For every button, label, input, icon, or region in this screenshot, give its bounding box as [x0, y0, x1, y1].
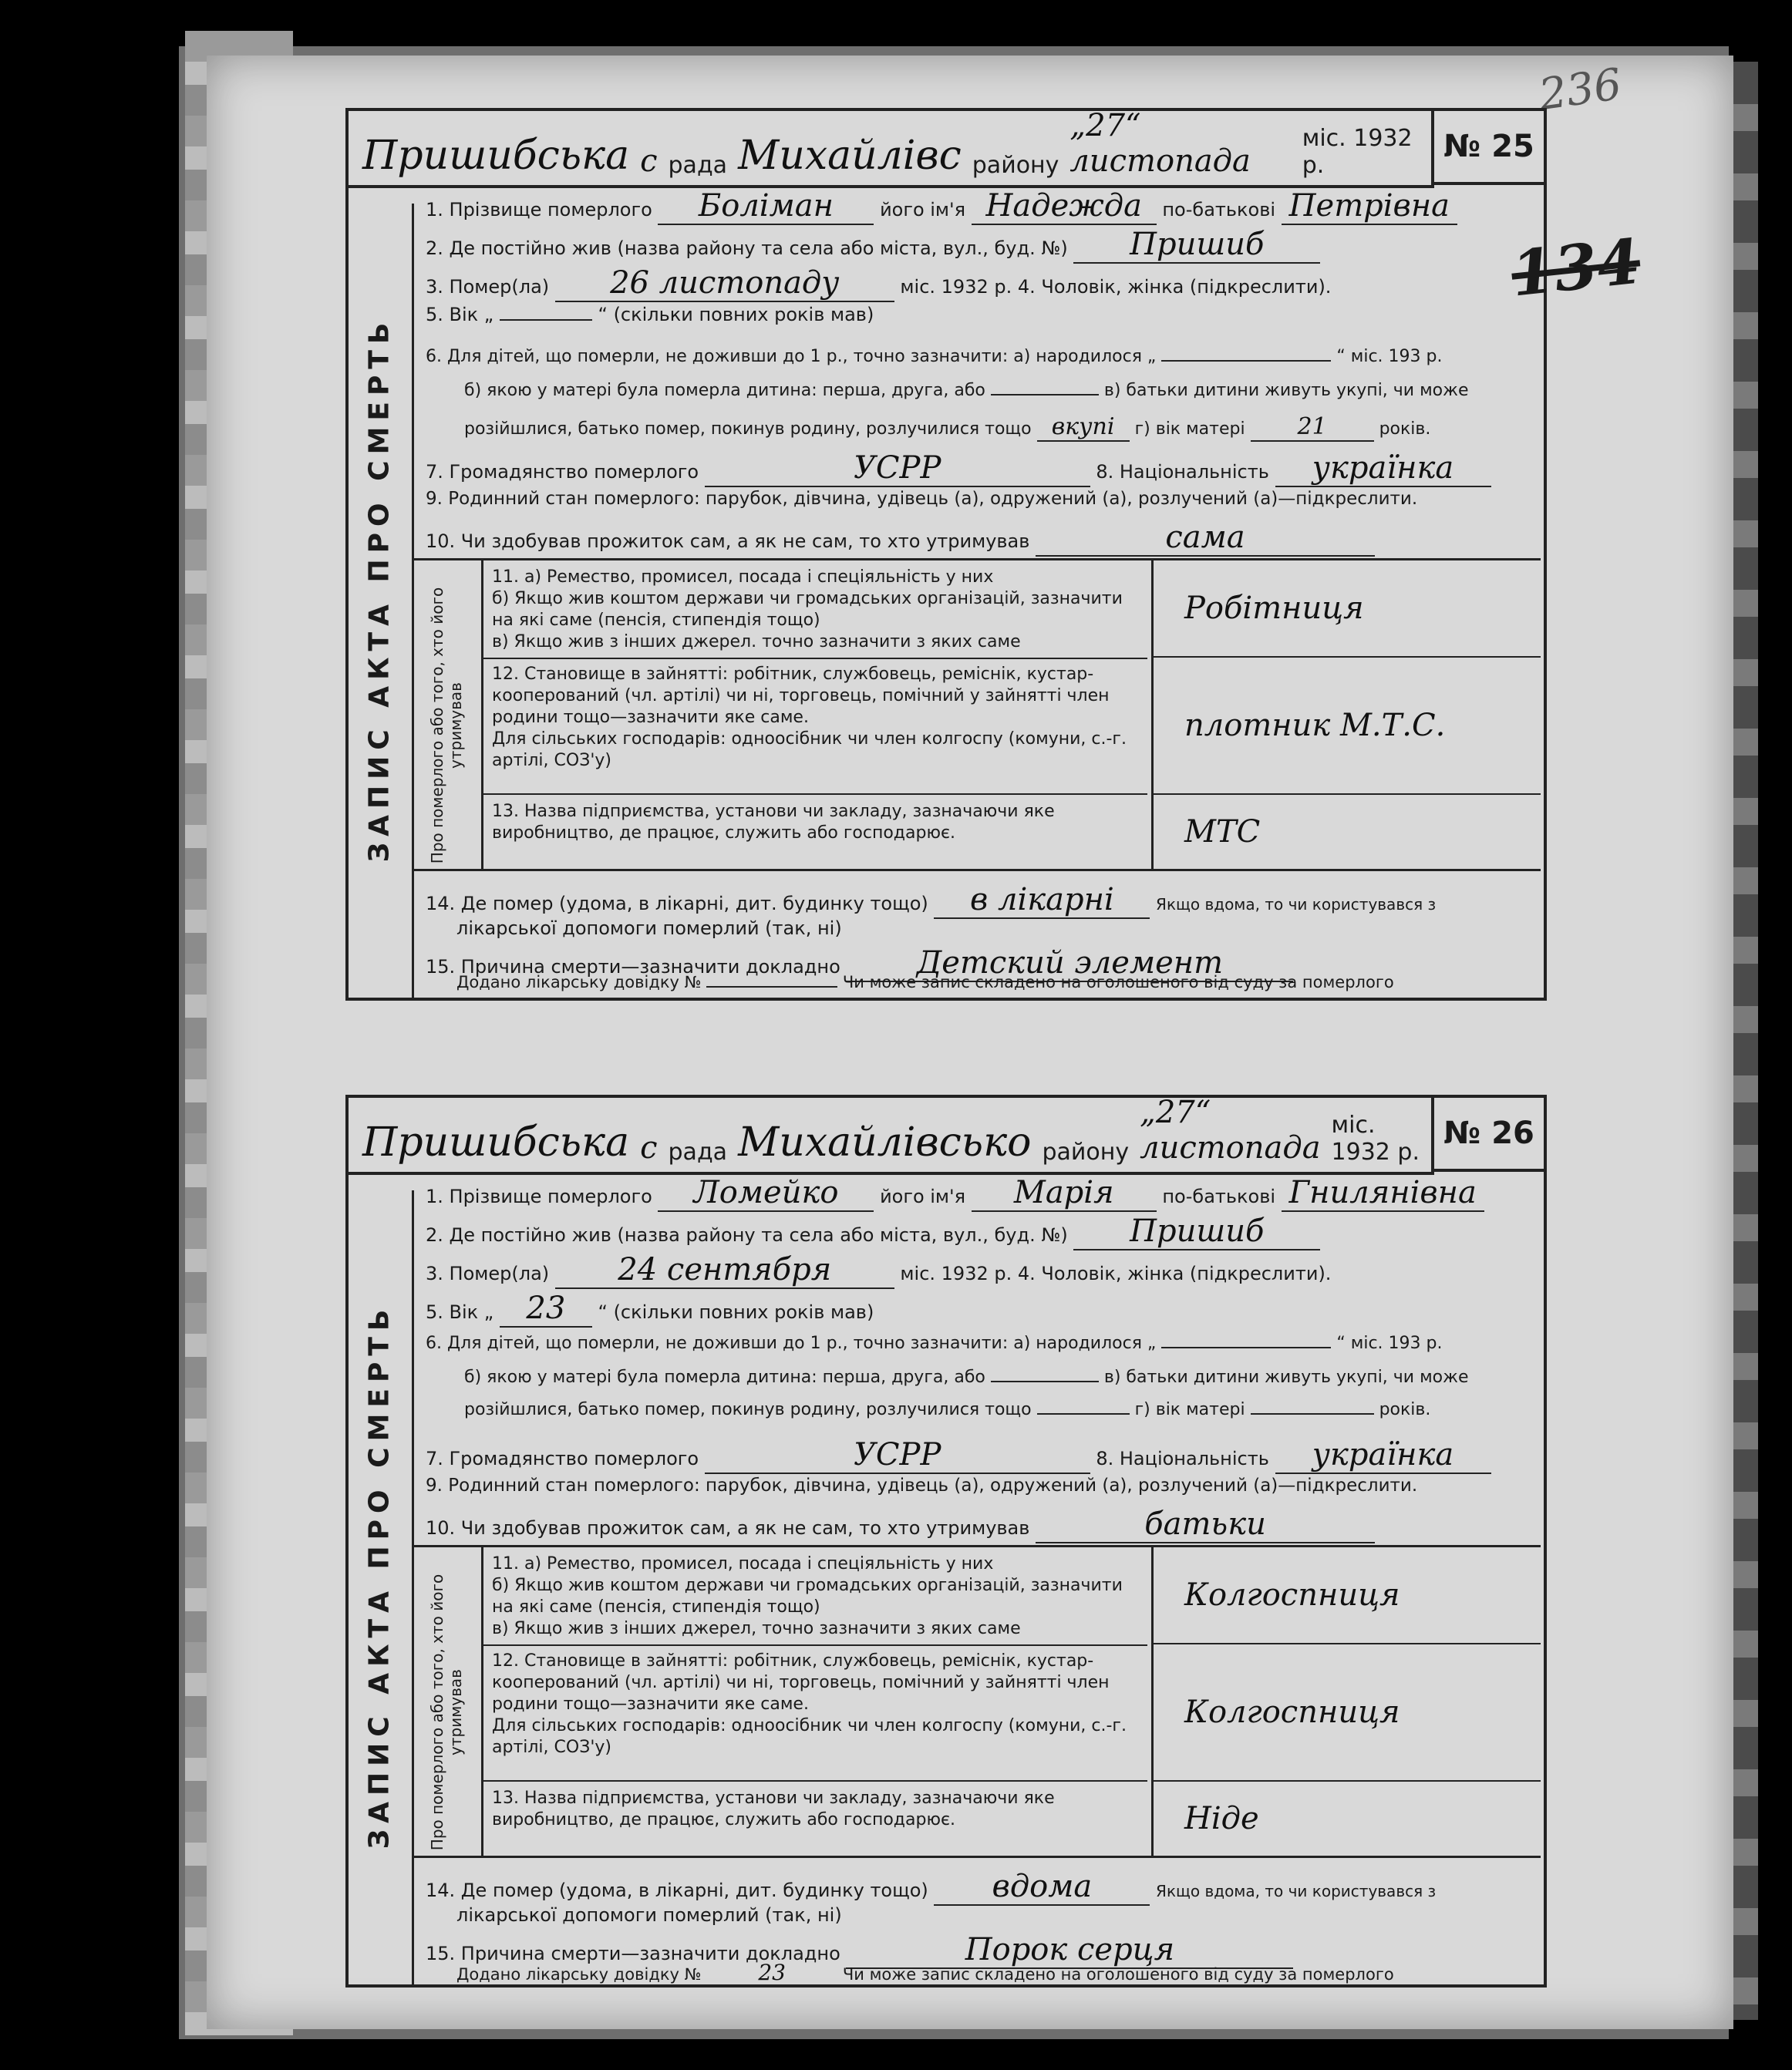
- year-label: міс. 1932 р.: [1331, 1112, 1420, 1166]
- court-label: Чи може запис складено на оголошеного від суду за померлого: [842, 1965, 1394, 1984]
- archive-page-number: 236: [1535, 59, 1625, 121]
- death-date-value: 26 листопаду: [555, 265, 894, 302]
- nationality-value: українка: [1275, 1437, 1491, 1474]
- row-certificate: [456, 973, 1521, 991]
- court-label: Чи може запис складено на оголошеного від суду за померлого: [842, 973, 1394, 991]
- row-certificate: [456, 1960, 1521, 1987]
- children-a-end: “ міс. 193 р.: [1336, 347, 1443, 366]
- residence-label: 2. Де постійно жив (назва району та села або міста, вул., буд. №): [426, 1224, 1068, 1246]
- rada-value: Пришибська: [362, 1119, 630, 1166]
- age-suffix: “ (скільки повних років мав): [598, 1301, 874, 1323]
- children-order-blank: [991, 394, 1099, 395]
- place-value: вдома: [934, 1869, 1150, 1906]
- residence-value: Пришиб: [1073, 1213, 1320, 1250]
- row-children-b: [464, 381, 1521, 400]
- raion-value: Михайлівс: [738, 133, 962, 179]
- children-a-end: “ міс. 193 р.: [1336, 1334, 1443, 1353]
- row-citizenship: [426, 1437, 1521, 1474]
- row-surname: [426, 188, 1521, 225]
- rada-value: Пришибська: [362, 133, 630, 179]
- side-title-column: [349, 1190, 414, 1984]
- children-c-label: розійшлися, батько помер, покинув родину, розлучилися тощо: [464, 419, 1032, 439]
- cause-label: 15. Причина смерти—зазначити докладно: [426, 1943, 840, 1964]
- medical-help-label: лікарської допомоги померлий (так, ні): [456, 917, 842, 939]
- row-citizenship: [426, 450, 1521, 487]
- death-date-label: 3. Помер(ла): [426, 276, 550, 298]
- age-label: 5. Вік „: [426, 1301, 494, 1323]
- row-children-a: [426, 1334, 1521, 1353]
- side-title: ЗАПИС АКТА ПРО СМЕРТЬ: [363, 1303, 396, 1850]
- death-record-form-1: [345, 108, 1547, 1001]
- form-header: [349, 1095, 1434, 1175]
- support-value: сама: [1036, 520, 1375, 557]
- family-status-label: 9. Родинний стан померлого: парубок, дівчина, удівець (а), одружений (а), розлучений (а)—підкреслити.: [426, 1476, 1418, 1496]
- patronymic-label: по-батькові: [1162, 199, 1276, 220]
- cause-value: Порок серця: [846, 1932, 1293, 1969]
- question-12: 12. Становище в зайнятті: робітник, службовець, реміснік, кустар-кооперований (чл. артілі) чи ні, торговець, помічний у зайнятті член родини тощо—зазначити яке саме. Для сільських господарів: одноосібник чи член колгоспу (комуни, с.-г. артілі, СОЗ'у): [481, 658, 1147, 795]
- certificate-value: [706, 986, 837, 988]
- place-label: 14. Де помер (удома, в лікарні, дит. будинку тощо): [426, 1880, 928, 1901]
- parents-status-value: вкупі: [1037, 413, 1130, 442]
- age-suffix: “ (скільки повних років мав): [598, 304, 874, 325]
- support-label: 10. Чи здобував прожиток сам, а як не сам, то хто утримував: [426, 1517, 1030, 1539]
- occupation-side-label: [412, 1547, 483, 1856]
- certificate-value: 23: [706, 1960, 837, 1987]
- certificate-label: Додано лікарську довідку №: [456, 1965, 702, 1984]
- question-11: 11. а) Ремество, промисел, посада і спеціяльність у них б) Якщо жив коштом держави чи громадських організацій, зазначити на які саме (пенсія, стипендія тощо) в) Якщо жив з інших джерел, точно зазначити з яких саме: [481, 1547, 1147, 1646]
- occupation-side-label: [412, 560, 483, 869]
- rada-label: рада: [668, 1139, 728, 1166]
- family-status-label: 9. Родинний стан померлого: парубок, дівчина, удівець (а), одружений (а), розлучений (а)—підкреслити.: [426, 489, 1418, 509]
- cause-label: 15. Причина смерти—зазначити докладно: [426, 956, 840, 978]
- record-number: № 25: [1431, 108, 1547, 185]
- occupation-block: [412, 558, 1541, 871]
- raion-label: району: [972, 152, 1059, 179]
- row-children-b: [464, 1368, 1521, 1387]
- residence-value: Пришиб: [1073, 227, 1320, 264]
- years-label: років.: [1379, 1400, 1431, 1419]
- death-date-value: 24 сентября: [555, 1252, 894, 1289]
- children-b-label: б) якою у матері була померла дитина: перша, друга, або: [464, 1368, 985, 1387]
- mother-age-value: 21: [1251, 413, 1374, 442]
- row-support: [426, 520, 1521, 557]
- question-13: 13. Назва підприємства, установи чи закладу, зазначаючи яке виробництво, де працює, служить або господарює.: [481, 795, 1147, 870]
- surname-label: 1. Прізвище померлого: [426, 1186, 652, 1207]
- citizenship-value: УСРР: [705, 450, 1090, 487]
- mother-age-label: г) вік матері: [1134, 419, 1245, 439]
- occupation-block: [412, 1545, 1541, 1858]
- row-place-of-death: [426, 882, 1521, 919]
- children-b-end: в) батьки дитини живуть укупі, чи може: [1103, 1368, 1469, 1387]
- raion-label: району: [1042, 1139, 1130, 1166]
- children-a-label: 6. Для дітей, що померли, не доживши до 1 р., точно зазначити: а) народилося „: [426, 347, 1157, 366]
- support-value: батьки: [1036, 1506, 1375, 1543]
- mother-age-label: г) вік матері: [1134, 1400, 1245, 1419]
- row-family-status: [426, 489, 1521, 509]
- row-medical-help: [456, 917, 1521, 939]
- death-year-sex-label: міс. 1932 р. 4. Чоловік, жінка (підкреслити).: [900, 276, 1332, 298]
- answer-12: Колгоспниця: [1151, 1644, 1541, 1782]
- row-death-date: [426, 1252, 1521, 1289]
- row-children-a: [426, 347, 1521, 366]
- question-13: 13. Назва підприємства, установи чи закладу, зазначаючи яке виробництво, де працює, служить або господарює.: [481, 1782, 1147, 1857]
- citizenship-label: 7. Громадянство померлого: [426, 1448, 699, 1469]
- answer-11: Робітниця: [1151, 560, 1541, 658]
- row-age: [426, 1291, 1521, 1328]
- children-a-label: 6. Для дітей, що померли, не доживши до 1 р., точно зазначити: а) народилося „: [426, 1334, 1157, 1353]
- name-value: Марія: [972, 1175, 1157, 1212]
- help-label: Якщо вдома, то чи користувався з: [1156, 1882, 1437, 1900]
- nationality-value: українка: [1275, 450, 1491, 487]
- answer-12: плотник М.Т.С.: [1151, 658, 1541, 795]
- row-medical-help: [456, 1904, 1521, 1926]
- cause-value: Детский элемент: [846, 945, 1293, 982]
- occupation-side-text: Про померлого або того, хто його утримував: [428, 1574, 465, 1851]
- surname-value: Боліман: [658, 188, 874, 225]
- name-label: його ім'я: [880, 1186, 966, 1207]
- row-residence: [426, 227, 1521, 264]
- question-11: 11. а) Ремество, промисел, посада і спеціяльність у них б) Якщо жив коштом держави чи громадських організацій, зазначити на які саме (пенсія, стипендія тощо) в) Якщо жив з інших джерел. точно зазначити з яких саме: [481, 560, 1147, 659]
- row-family-status: [426, 1476, 1521, 1496]
- mother-age-value: [1251, 1413, 1374, 1415]
- name-value: Надежда: [972, 188, 1157, 225]
- record-date: „27“ листопада: [1140, 1095, 1321, 1166]
- nationality-label: 8. Національність: [1096, 1448, 1269, 1469]
- citizenship-value: УСРР: [705, 1437, 1090, 1474]
- side-title: ЗАПИС АКТА ПРО СМЕРТЬ: [363, 316, 396, 863]
- help-label: Якщо вдома, то чи користувався з: [1156, 895, 1437, 914]
- certificate-label: Додано лікарську довідку №: [456, 973, 702, 991]
- raion-value: Михайлівсько: [738, 1119, 1032, 1166]
- citizenship-label: 7. Громадянство померлого: [426, 461, 699, 483]
- parents-status-value: [1037, 1413, 1130, 1415]
- medical-help-label: лікарської допомоги померлий (так, ні): [456, 1904, 842, 1926]
- occupation-side-text: Про померлого або того, хто його утримував: [428, 587, 465, 864]
- place-value: в лікарні: [934, 882, 1150, 919]
- residence-label: 2. Де постійно жив (назва району та села або міста, вул., буд. №): [426, 237, 1068, 259]
- children-order-blank: [991, 1381, 1099, 1382]
- margin-mark: 134: [1507, 224, 1644, 311]
- age-value: [500, 319, 592, 321]
- record-date: „27“ листопада: [1069, 108, 1251, 179]
- row-age: [426, 304, 1521, 325]
- answer-11: Колгоспниця: [1151, 1547, 1541, 1644]
- age-label: 5. Вік „: [426, 304, 494, 325]
- question-12: 12. Становище в зайнятті: робітник, службовець, реміснік, кустар-кооперований (чл. артілі) чи ні, торговець, помічний у зайнятті член родини тощо—зазначити яке саме. Для сільських господарів: одноосібник чи член колгоспу (комуни, с.-г. артілі, СОЗ'у): [481, 1644, 1147, 1782]
- year-label: міс. 1932 р.: [1302, 125, 1413, 179]
- children-b-end: в) батьки дитини живуть укупі, чи може: [1103, 381, 1469, 400]
- place-label: 14. Де помер (удома, в лікарні, дит. будинку тощо): [426, 893, 928, 914]
- patronymic-label: по-батькові: [1162, 1186, 1276, 1207]
- row-residence: [426, 1213, 1521, 1250]
- record-number: № 26: [1431, 1095, 1547, 1172]
- row-death-date: [426, 265, 1521, 302]
- row-children-c: [464, 413, 1521, 442]
- nationality-label: 8. Національність: [1096, 461, 1269, 483]
- rada-label: рада: [668, 152, 728, 179]
- death-date-label: 3. Помер(ла): [426, 1263, 550, 1284]
- death-year-sex-label: міс. 1932 р. 4. Чоловік, жінка (підкреслити).: [900, 1263, 1332, 1284]
- surname-label: 1. Прізвище померлого: [426, 199, 652, 220]
- answer-13: Ніде: [1151, 1782, 1541, 1856]
- rada-suffix: с: [640, 143, 658, 179]
- children-b-label: б) якою у матері була померла дитина: перша, друга, або: [464, 381, 985, 400]
- row-surname: [426, 1175, 1521, 1212]
- support-label: 10. Чи здобував прожиток сам, а як не сам, то хто утримував: [426, 530, 1030, 552]
- years-label: років.: [1379, 419, 1431, 439]
- name-label: його ім'я: [880, 199, 966, 220]
- children-born-blank: [1161, 1347, 1331, 1348]
- death-record-form-2: [345, 1095, 1547, 1988]
- row-support: [426, 1506, 1521, 1543]
- side-title-column: [349, 204, 414, 998]
- children-c-label: розійшлися, батько помер, покинув родину, розлучилися тощо: [464, 1400, 1032, 1419]
- patronymic-value: Петрівна: [1282, 188, 1457, 225]
- patronymic-value: Гнилянівна: [1282, 1175, 1484, 1212]
- age-value: 23: [500, 1291, 592, 1328]
- surname-value: Ломейко: [658, 1175, 874, 1212]
- row-place-of-death: [426, 1869, 1521, 1906]
- form-header: [349, 108, 1434, 188]
- children-born-blank: [1161, 360, 1331, 362]
- row-children-c: [464, 1400, 1521, 1419]
- answer-13: МТС: [1151, 795, 1541, 869]
- rada-suffix: с: [640, 1130, 658, 1166]
